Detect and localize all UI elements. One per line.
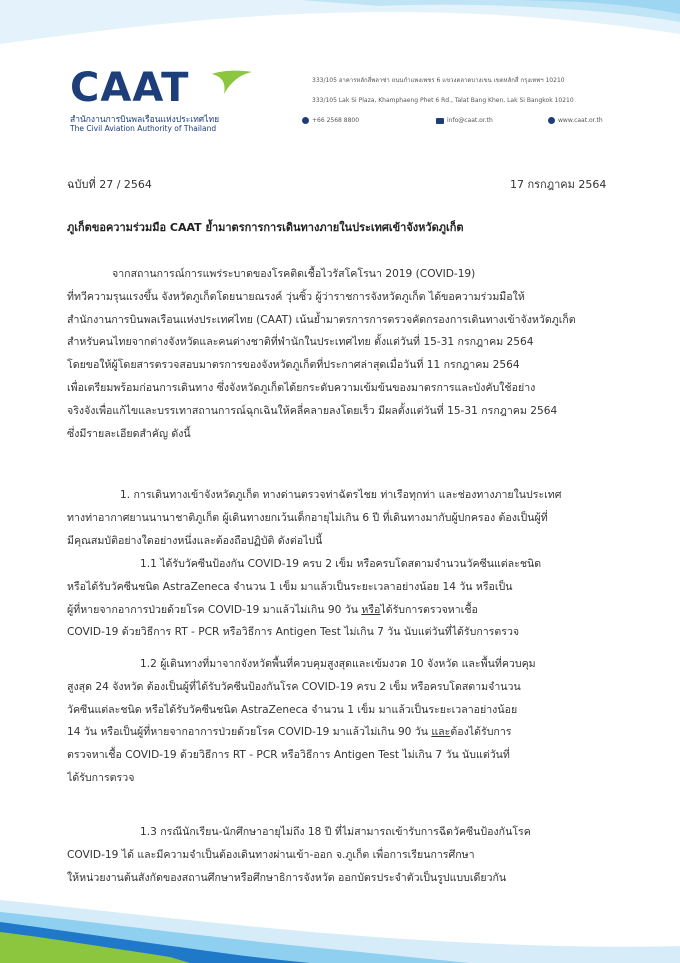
paragraph-line: 1.3 กรณีนักเรียน-นักศึกษาอายุไม่ถึง 18 ปี ที่ไม่สามารถเข้ารับการฉีดวัคซีนป้องกันโรค [140,826,531,838]
email-icon [436,118,444,124]
paragraph-line: จริงจังเพื่อแก้ไขและบรรเทาสถานการณ์ฉุกเฉินให้คลี่คลายลงโดยเร็ว มีผลตั้งแต่วันที่ 15-31 กรกฎาคม 2564 [67,404,558,417]
item-1-paragraph [67,484,615,552]
address-english: 333/105 Lak Si Plaza, Khamphaeng Phet 6 Rd., Talat Bang Khen, Lak Si Bangkok 10210 [312,97,574,104]
paragraph-line: 1.2 ผู้เดินทางที่มาจากจังหวัดพื้นที่ควบคุมสูงสุดและเข้มงวด 10 จังหวัด และพื้นที่ควบคุม [140,658,536,670]
address-thai: 333/105 อาคารหลักสี่พลาซ่า ถนนกำแพงเพชร 6 แขวงตลาดบางเขน เขตหลักสี่ กรุงเทพฯ 10210 [312,77,565,84]
document-number: ฉบับที่ 27 / 2564 [67,178,152,191]
paragraph-line: COVID-19 ด้วยวิธีการ RT - PCR หรือวิธีการ Antigen Test ไม่เกิน 7 วัน นับแต่วันที่ได้รับการตรวจ [67,626,520,639]
email-address: info@caat.or.th [447,117,493,124]
paragraph-line: 1. การเดินทางเข้าจังหวัดภูเก็ต ทางด่านตรวจท่าฉัตรไชย ท่าเรือทุกท่า และช่องทางภายในประเทศ [120,489,562,501]
caat-logo [70,66,260,136]
paragraph-line: COVID-19 ได้ และมีความจำเป็นต้องเดินทางผ่านเข้า-ออก จ.ภูเก็ต เพื่อการเรียนการศึกษา [67,848,475,861]
paragraph-line: ซึ่งมีรายละเอียดสำคัญ ดังนี้ [67,427,191,440]
underlined-word: และ [431,726,451,739]
line-text: 14 วัน หรือเป็นผู้ที่หายจากอาการป่วยด้วยโรค COVID-19 มาแล้วไม่เกิน 90 วัน [67,726,432,739]
phone-contact [302,117,359,124]
document-subject: ภูเก็ตขอความร่วมมือ CAAT ย้ำมาตรการการเดินทางภายในประเทศเข้าจังหวัดภูเก็ต [67,221,464,234]
paragraph-line: ทางท่าอากาศยานนานาชาติภูเก็ต ผู้เดินทางยกเว้นเด็กอายุไม่เกิน 6 ปี ที่เดินทางมากับผู้ปกครอง ต้องเป็นผู้ที่ [67,511,548,524]
org-name-english: The Civil Aviation Authority of Thailand [70,124,217,133]
paragraph-line: เพื่อเตรียมพร้อมก่อนการเดินทาง ซึ่งจังหวัดภูเก็ตได้ยกระดับความเข้มข้นของมาตรการและบังคับใช้อย่าง [67,381,536,394]
phone-number: +66 2568 8800 [312,117,360,124]
paragraph-line: ให้หน่วยงานต้นสังกัดของสถานศึกษาหรือศึกษาธิการจังหวัด ออกบัตรประจำตัวเป็นรูปแบบเดียวกัน [67,871,507,884]
paragraph-line [67,599,615,622]
globe-icon [548,117,555,124]
org-name-thai: สำนักงานการบินพลเรือนแห่งประเทศไทย [70,115,220,125]
paragraph-line [67,721,615,744]
paragraph-line: โดยขอให้ผู้โดยสารตรวจสอบมาตรการของจังหวัดภูเก็ตที่ประกาศล่าสุดเมื่อวันที่ 11 กรกฎาคม 2564 [67,359,520,372]
line-text: ต้องได้รับการ [450,726,512,739]
document-date: 17 กรกฎาคม 2564 [510,178,607,191]
line-text: ผู้ที่หายจากอาการป่วยด้วยโรค COVID-19 มาแล้วไม่เกิน 90 วัน [67,603,362,616]
paragraph-line: สำหรับคนไทยจากต่างจังหวัดและคนต่างชาติที่พำนักในประเทศไทย ตั้งแต่วันที่ 15-31 กรกฎาคม 2564 [67,336,534,349]
paragraph-line: ได้รับการตรวจ [67,771,135,784]
email-contact [436,117,493,124]
intro-paragraph [67,263,615,445]
item-1-1-paragraph [67,553,615,644]
paragraph-line: ที่ทวีความรุนแรงขึ้น จังหวัดภูเก็ตโดยนายณรงค์ วุ่นซิ้ว ผู้ว่าราชการจังหวัดภูเก็ต ได้ขอความร่วมมือให้ [67,290,525,303]
line-text: ได้รับการตรวจหาเชื้อ [380,603,478,616]
phone-icon [302,117,309,124]
paragraph-line: สำนักงานการบินพลเรือนแห่งประเทศไทย (CAAT) เน้นย้ำมาตรการการตรวจคัดกรองการเดินทางเข้าจังหวัดภูเก็ต [67,313,576,326]
paragraph-line: วัคซีนแต่ละชนิด หรือได้รับวัคซีนชนิด AstraZeneca จำนวน 1 เข็ม มาแล้วเป็นระยะเวลาอย่างน้อย [67,703,518,716]
paragraph-line: 1.1 ได้รับวัคซีนป้องกัน COVID-19 ครบ 2 เข็ม หรือครบโดสตามจำนวนวัคซีนแต่ละชนิด [140,558,542,570]
website-url: www.caat.or.th [558,117,603,124]
footer-wave-decoration [0,860,680,963]
paragraph-line: หรือได้รับวัคซีนชนิด AstraZeneca จำนวน 1 เข็ม มาแล้วเป็นระยะเวลาอย่างน้อย 14 วัน หรือเป็น [67,580,513,593]
website-contact [548,117,603,124]
paragraph-line: ตรวจหาเชื้อ COVID-19 ด้วยวิธีการ RT - PCR หรือวิธีการ Antigen Test ไม่เกิน 7 วัน นับแต่วันที่ [67,749,510,762]
logo-wordmark: CAAT [70,65,190,111]
underlined-word: หรือ [361,603,381,616]
paragraph-line: มีคุณสมบัติอย่างใดอย่างหนึ่งและต้องถือปฏิบัติ ดังต่อไปนี้ [67,534,323,547]
item-1-2-paragraph [67,653,615,790]
paragraph-line: สูงสุด 24 จังหวัด ต้องเป็นผู้ที่ได้รับวัคซีนป้องกันโรค COVID-19 ครบ 2 เข็ม หรือครบโดสตามจำนวน [67,680,521,693]
logo-swoosh-icon [210,68,254,98]
paragraph-line: จากสถานการณ์การแพร่ระบาดของโรคติดเชื้อไวรัสโคโรนา 2019 (COVID-19) [112,268,476,280]
